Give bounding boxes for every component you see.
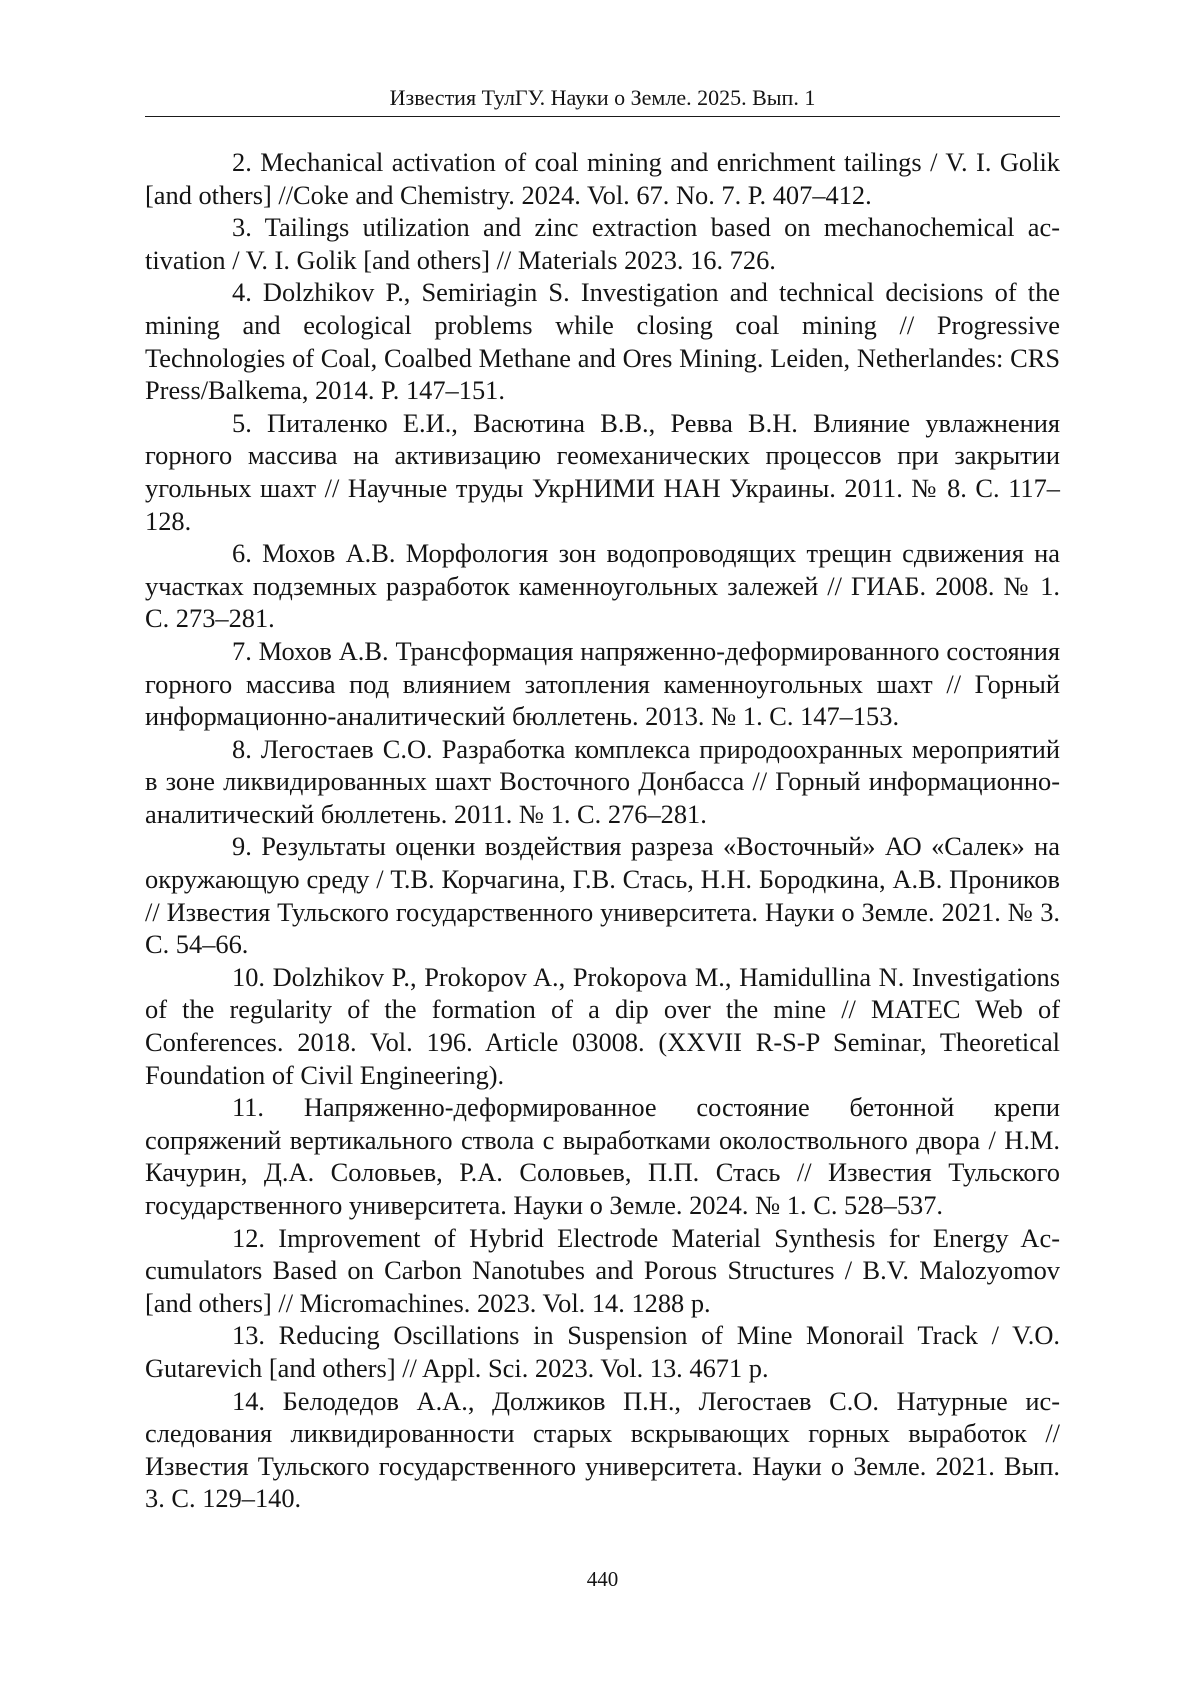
reference-4: 4. Dolzhikov P., Semiriagin S. Investigation and technical decisions of the mining and ecological problems while closing coal mining // Progressive Technologies of Coal, Coalbed Methane and Ores Mining. Leiden, Netherlandes: CRS Press/Balkema, 2014. P. 147–151. [145, 277, 1060, 406]
running-header: Известия ТулГУ. Науки о Земле. 2025. Вып. 1 [389, 85, 816, 110]
reference-10: 10. Dolzhikov P., Prokopov A., Prokopova M., Hamidullina N. Investigations of the regularity of the formation of a dip over the mine // MATEC Web of Conferences. 2018. Vol. 196. Article 03008. (XXVII R-S-P Seminar, Theoretical Foundation of Civil Engineering). [145, 961, 1060, 1090]
reference-11: 11. Напряженно-деформированное состояние бетонной крепи сопряжений вертикального ствола с выработками околоствольного двора / Н.М. Качурин, Д.А. Соловьев, Р.А. Соловьев, П.П. Стась // Известия Тульского государственного университета. Науки о Земле. 2024. № 1. С. 528–537. [145, 1092, 1060, 1220]
header-rule [145, 116, 1060, 117]
page-number: 440 [586, 1567, 619, 1591]
reference-list [145, 146, 1060, 1515]
reference-2: 2. Mechanical activation of coal mining and enrichment tailings / V. I. Golik [and others] //Coke and Chemistry. 2024. Vol. 67. No. 7. P. 407–412. [145, 147, 1060, 210]
reference-5: 5. Питаленко Е.И., Васютина В.В., Ревва В.Н. Влияние увлажнения горного массива на активизацию геомеханических процессов при закрытии угольных шахт // Научные труды УкрНИМИ НАН Украины. 2011. № 8. С. 117–128. [145, 407, 1060, 536]
reference-8: 8. Легостаев С.О. Разработка комплекса природоохранных мероприятий в зоне ликвидированных шахт Восточного Донбасса // Горный информационно-аналитический бюллетень. 2011. № 1. С. 276–281. [145, 733, 1060, 829]
reference-9: 9. Результаты оценки воздействия разреза «Восточный» АО «Салек» на окружающую среду / Т.В. Корчагина, Г.В. Стась, Н.Н. Бородкина, А.В. Проников // Известия Тульского государственного университета. Науки о Земле. 2021. № 3. С. 54–66. [145, 831, 1060, 960]
reference-12: 12. Improvement of Hybrid Electrode Material Synthesis for Energy Accumulators Based on Carbon Nanotubes and Porous Structures / B.V. Malozyomov [and others] // Micromachines. 2023. Vol. 14. 1288 p. [145, 1222, 1060, 1318]
reference-7: 7. Мохов А.В. Трансформация напряженно-деформированного состояния горного массива под влиянием затопления каменноугольных шахт // Горный информационно-аналитический бюллетень. 2013. № 1. С. 147–153. [145, 635, 1060, 732]
reference-3: 3. Tailings utilization and zinc extraction based on mechanochemical activation / V. I. Golik [and others] // Materials 2023. 16. 726. [145, 212, 1060, 275]
reference-13: 13. Reducing Oscillations in Suspension of Mine Monorail Track / V.O. Gutarevich [and others] // Appl. Sci. 2023. Vol. 13. 4671 p. [145, 1320, 1060, 1383]
reference-14: 14. Белодедов А.А., Должиков П.Н., Легостаев С.О. Натурные исследования ликвидированности старых вскрывающих горных выработок // Известия Тульского государственного университета. Науки о Земле. 2021. Вып. 3. С. 129–140. [145, 1385, 1060, 1514]
reference-6: 6. Мохов А.В. Морфология зон водопроводящих трещин сдвижения на участках подземных разработок каменноугольных залежей // ГИАБ. 2008. № 1. С. 273–281. [145, 538, 1060, 634]
